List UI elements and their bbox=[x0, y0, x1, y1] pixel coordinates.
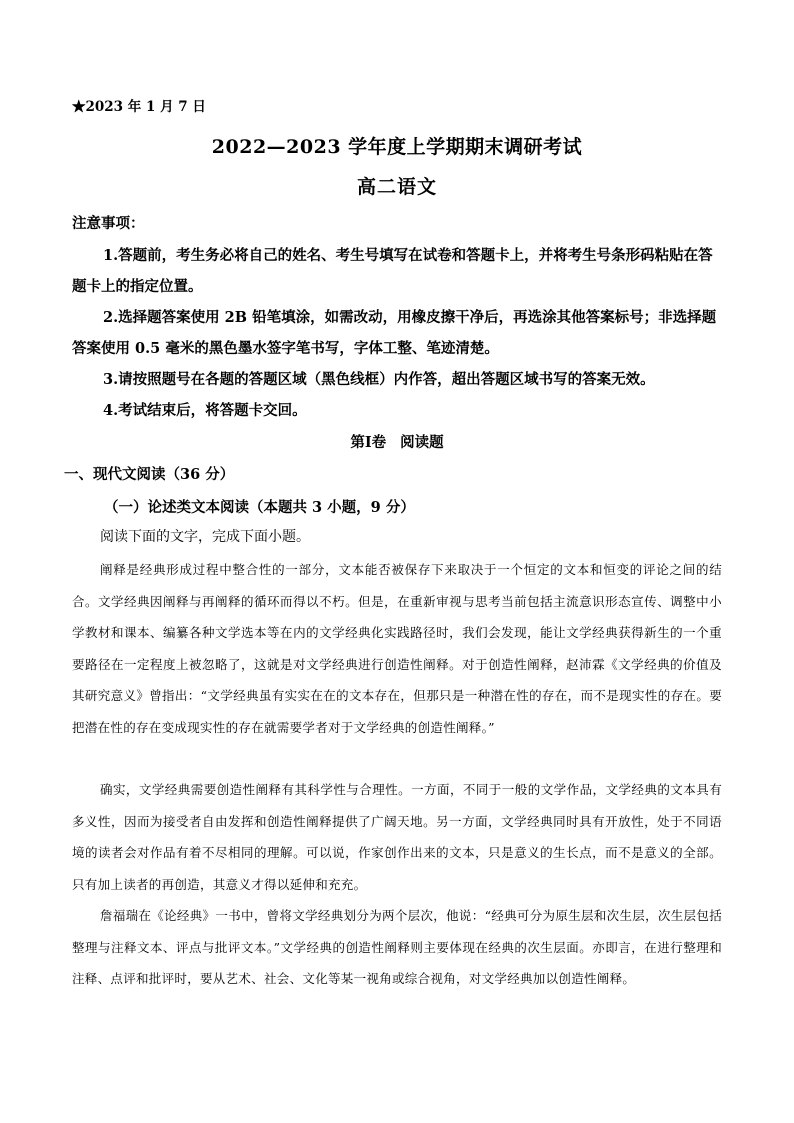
notice-item-text: 4.考试结束后，将答题卡交回。 bbox=[103, 402, 307, 419]
part-heading bbox=[0, 431, 794, 452]
section-heading: 一、现代文阅读（36 分） bbox=[64, 466, 235, 483]
notice-item bbox=[72, 364, 722, 395]
notice-item-text: 1.答题前，考生务必将自己的姓名、考生号填写在试卷和答题卡上，并将考生号条形码粘贴在答题卡上的指定位置。 bbox=[72, 247, 713, 295]
passage-paragraph: 确实，文学经典需要创造性阐释有其科学性与合理性。一方面，不同于一般的文学作品，文学经典的文本具有多义性，因而为接受者自由发挥和创造性阐释提供了广阔天地。另一方面，文学经典同时具有开放性，处于不同语境的读者会对作品有着不尽相同的理解。可以说，作家创作出来的文本，只是意义的生长点，而不是意义的全部。只有加上读者的再创造，其意义才得以延伸和充充。 bbox=[72, 782, 722, 892]
notice-heading: 注意事项： bbox=[72, 215, 145, 232]
notice-item bbox=[72, 240, 722, 302]
notice-item-text: 3.请按照题号在各题的答题区域（黑色线框）内作答，超出答题区域书写的答案无效。 bbox=[103, 371, 655, 388]
notice-item bbox=[72, 395, 722, 426]
passage-paragraph: 阐释是经典形成过程中整合性的一部分，文本能否被保存下来取决于一个恒定的文本和恒变的评论之间的结合。文学经典因阐释与再阐释的循环而得以不朽。但是，在重新审视与思考当前包括主流意识形态宣传、调整中小学教材和课本、编纂各种文学选本等在内的文学经典化实践路径时，我们会发现，能让文学经典获得新生的一个重要路径在一定程度上被忽略了，这就是对文学经典进行创造性阐释。对于创造性阐释，赵沛霖《文学经典的价值及其研究意义》曾指出：“文学经典虽有实实在在的文本存在，但那只是一种潜在性的存在，而不是现实性的存在。要把潜在性的存在变成现实性的存在就需要学者对于文学经典的创造性阐释。” bbox=[72, 562, 722, 735]
reading-instruction: 阅读下面的文字，完成下面小题。 bbox=[100, 529, 310, 545]
part-name: 阅读题 bbox=[400, 434, 444, 451]
passage-paragraph: 詹福瑞在《论经典》一书中，曾将文学经典划分为两个层次，他说：“经典可分为原生层和次生层，次生层包括整理与注释文本、评点与批评文本。”文学经典的创造性阐释则主要体现在经典的次生层面。亦即言，在进行整理和注释、点评和批评时，要从艺术、社会、文化等某一视角或综合视角，对文学经典加以创造性阐释。 bbox=[72, 908, 722, 986]
subsection-heading: （一）论述类文本阅读（本题共 3 小题，9 分） bbox=[104, 499, 415, 516]
exam-date: ★2023 年 1 月 7 日 bbox=[72, 99, 206, 115]
notice-item bbox=[72, 302, 722, 364]
exam-title: 2022—2023 学年度上学期期末调研考试 bbox=[211, 136, 583, 158]
notice-item-text: 2.选择题答案使用 2B 铅笔填涂，如需改动，用橡皮擦干净后，再选涂其他答案标号；非选择题答案使用 0.5 毫米的黑色墨水签字笔书写，字体工整、笔迹清楚。 bbox=[72, 309, 717, 357]
subject-title: 高二语文 bbox=[356, 176, 437, 198]
part-label: 第Ⅰ卷 bbox=[350, 434, 387, 451]
